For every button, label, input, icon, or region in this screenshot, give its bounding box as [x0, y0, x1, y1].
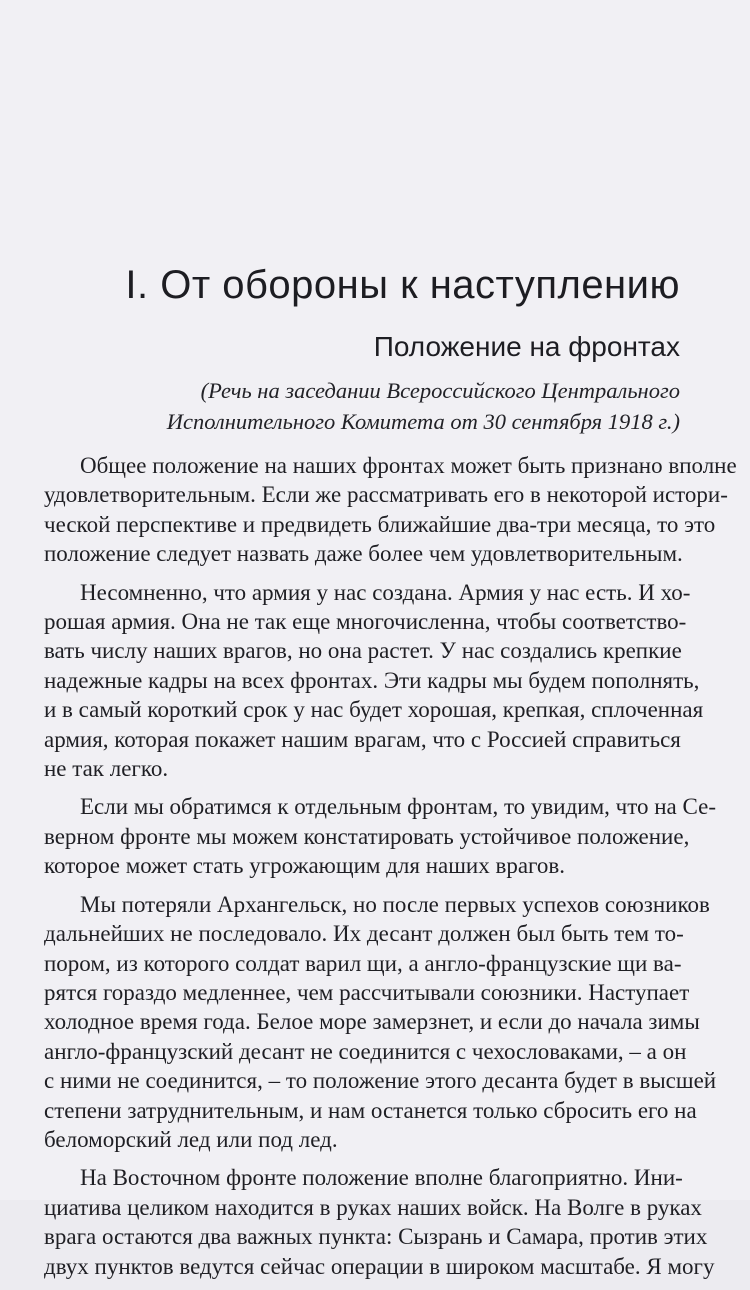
text-line: армия, которая покажет нашим врагам, что с Россией справиться	[44, 726, 681, 752]
text-line: положение следует назвать даже более чем удовлетворительным.	[44, 541, 683, 567]
paragraph	[44, 792, 716, 880]
text-line: с ними не соединится, – то положение этого десанта будет в высшей	[44, 1068, 717, 1094]
section-title: Положение на фронтах	[373, 331, 680, 362]
body-text	[44, 451, 737, 1290]
text-line: холодное время года. Белое море замерзнет, и если до начала зимы	[44, 1009, 700, 1035]
chapter-title: I. От обороны к наступлению	[125, 263, 680, 307]
paragraph	[44, 578, 704, 784]
text-line: Если мы обратимся к отдельным фронтам, то увидим, что на Се-	[80, 794, 716, 820]
text-line: дальнейших не последовало. Их десант должен был быть тем то-	[44, 921, 684, 947]
text-line: вать числу наших врагов, но она растет. У нас создались крепкие	[44, 638, 682, 664]
text-line: не так легко.	[44, 756, 169, 782]
text-line: беломорский лед или под лед.	[44, 1126, 338, 1152]
text-line: ческой перспективе и предвидеть ближайшие два-три месяца, то это	[44, 511, 716, 537]
text-line: степени затруднительным, и нам останется только сбросить его на	[44, 1097, 697, 1123]
paragraph	[44, 1163, 715, 1281]
text-line: Мы потеряли Архангельск, но после первых успехов союзников	[80, 891, 710, 917]
text-line: надежные кадры на всех фронтах. Эти кадры мы будем пополнять,	[44, 667, 700, 693]
text-line: которое может стать угрожающим для наших врагов.	[44, 853, 566, 879]
text-line: рошая армия. Она не так еще многочисленна, чтобы соответство-	[44, 609, 687, 635]
text-line: и в самый короткий срок у нас будет хорошая, крепкая, сплоченная	[44, 697, 704, 723]
text-line: циатива целиком находится в руках наших войск. На Волге в руках	[44, 1194, 702, 1220]
text-line: верном фронте мы можем констатировать устойчивое положение,	[44, 823, 690, 849]
text-line: удовлетворительным. Если же рассматривать его в некоторой истори-	[44, 482, 728, 508]
text-line: рятся гораздо медленнее, чем рассчитывали союзники. Наступает	[44, 979, 690, 1005]
subtitle-line: (Речь на заседании Всероссийского Центрального	[200, 378, 680, 403]
text-line: врага остаются два важных пункта: Сызрань и Самара, против этих	[44, 1224, 708, 1250]
text-line: Несомненно, что армия у нас создана. Армия у нас есть. И хо-	[80, 579, 691, 605]
text-line: Общее положение на наших фронтах может быть признано вполне	[80, 453, 737, 478]
paragraph	[44, 890, 717, 1155]
text-line: англо-французский десант не соединится с чехословаками, – а он	[44, 1038, 687, 1064]
text-line: двух пунктов ведутся сейчас операции в широком масштабе. Я могу	[44, 1253, 715, 1279]
subtitle-line: Исполнительного Комитета от 30 сентября 1918 г.)	[166, 409, 680, 434]
text-line: пором, из которого солдат варил щи, а англо-французские щи ва-	[44, 950, 682, 976]
paragraph	[44, 451, 737, 569]
text-line: На Восточном фронте положение вполне благоприятно. Ини-	[80, 1165, 683, 1191]
speech-subtitle	[150, 375, 680, 437]
